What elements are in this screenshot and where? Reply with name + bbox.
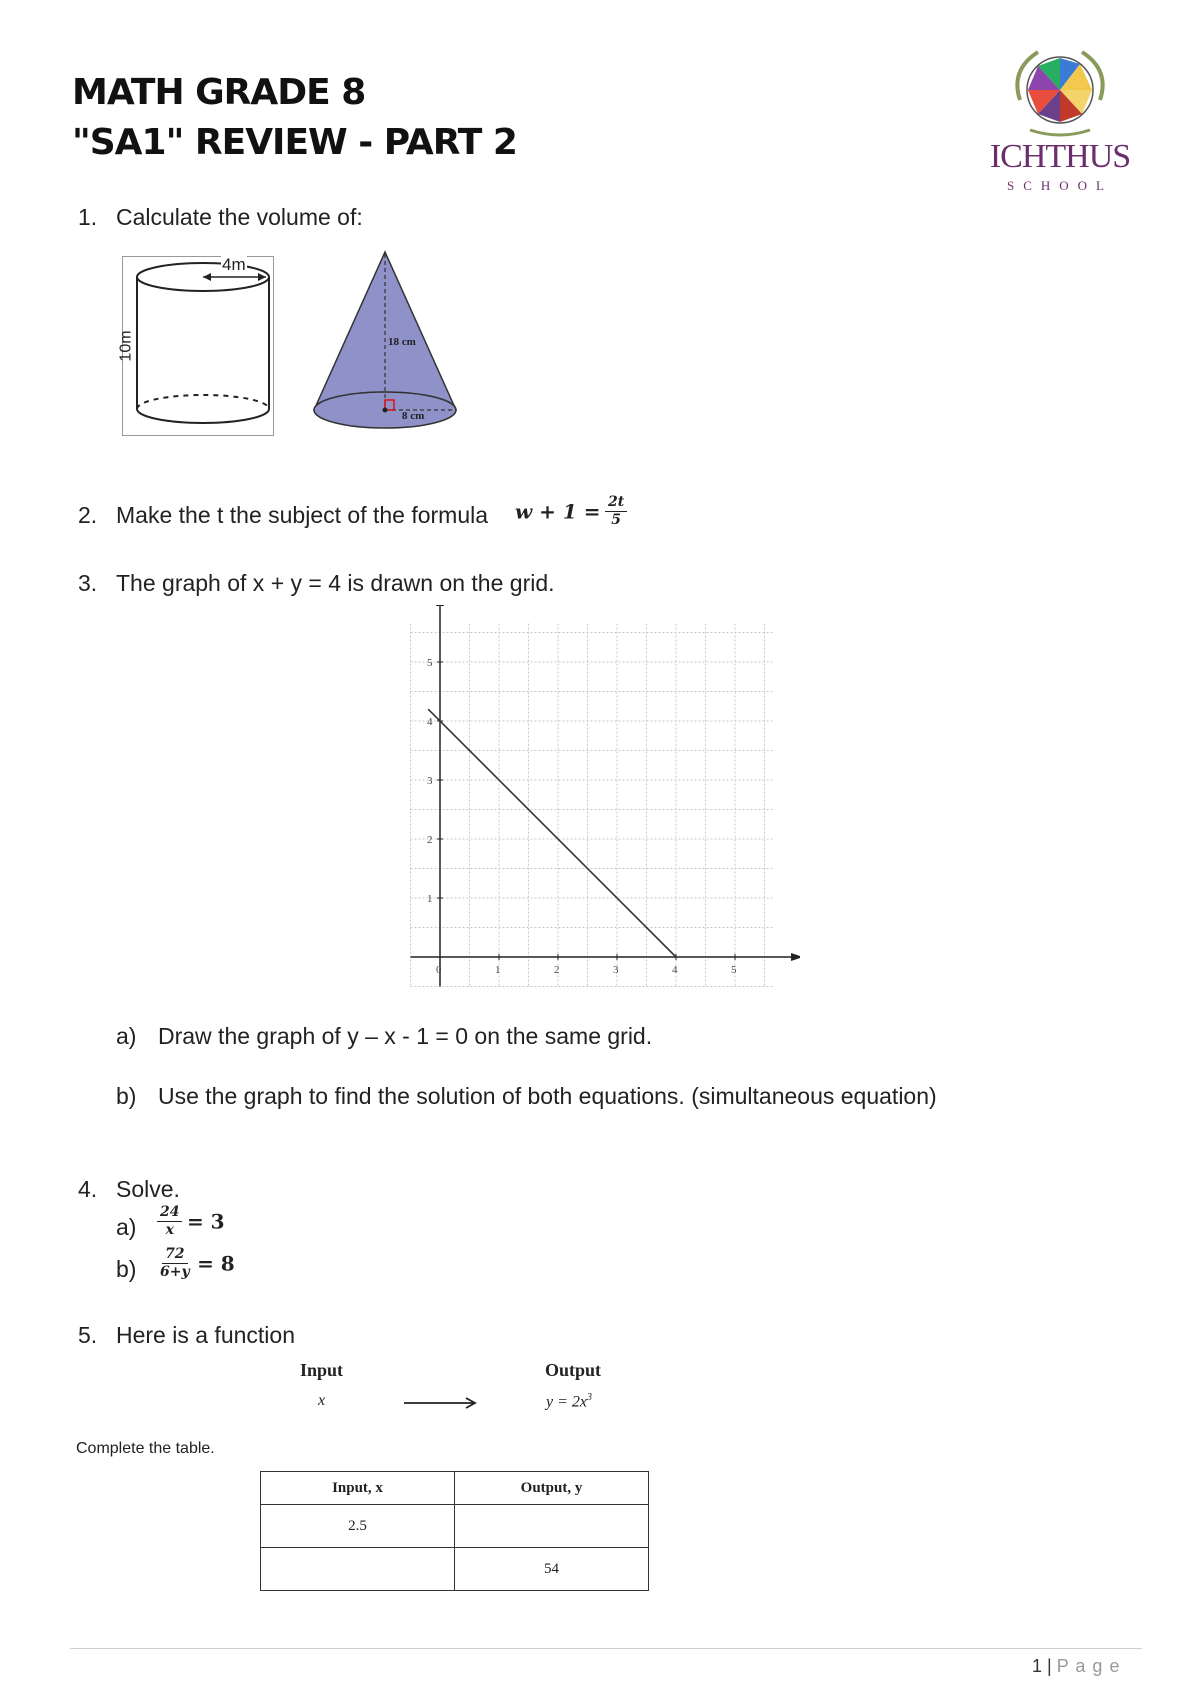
- footer-separator: |: [1047, 1656, 1052, 1676]
- q1-text: Calculate the volume of:: [116, 204, 363, 230]
- q4a-fraction: [157, 1204, 182, 1239]
- q4b-equation: [157, 1246, 235, 1281]
- y-tick-label: 2: [427, 834, 433, 846]
- cone-radius-label: 8 cm: [402, 410, 425, 422]
- cylinder-radius-label: 4m: [222, 255, 246, 274]
- q2-text: Make the t the subject of the formula: [116, 502, 489, 528]
- q2-fraction: [605, 494, 627, 529]
- page-footer: [1032, 1656, 1120, 1677]
- q4a-equation: [157, 1204, 225, 1239]
- school-logo: [980, 30, 1140, 193]
- table-cell-output: [455, 1505, 649, 1548]
- x-axis-arrow-icon: [791, 953, 800, 961]
- function-table-wrapper: [260, 1471, 649, 1591]
- x-tick-label: 0: [436, 964, 442, 976]
- page-subtitle: "SA1" REVIEW - PART 2: [72, 122, 517, 163]
- q5-number: 5.: [78, 1322, 98, 1348]
- cone-height-label: 18 cm: [388, 336, 416, 348]
- q4b-rhs: = 8: [197, 1251, 235, 1276]
- cylinder-height-label: 10m: [117, 330, 135, 362]
- q2-formula-lhs: w + 1 =: [515, 499, 601, 524]
- y-tick-label: 4: [427, 716, 433, 728]
- q3-number: 3.: [78, 570, 98, 596]
- table-cell-input: [261, 1548, 455, 1591]
- output-heading: Output: [545, 1360, 602, 1380]
- x-tick-label: 4: [672, 964, 678, 976]
- x-tick-label: 5: [731, 964, 737, 976]
- cone-diagram: [310, 250, 460, 430]
- table-header-row: [261, 1472, 649, 1505]
- q4b-numerator: 72: [162, 1246, 187, 1264]
- y-tick-label: 5: [427, 657, 433, 669]
- q2-denominator: 5: [611, 512, 621, 528]
- q3b-text: Use the graph to find the solution of both equations. (simultaneous equation): [158, 1083, 937, 1109]
- q5-text: Here is a function: [116, 1322, 295, 1348]
- logo-subtitle: SCHOOL: [1006, 178, 1113, 193]
- linear-graph: [400, 605, 800, 995]
- q4a-rhs: = 3: [186, 1209, 225, 1234]
- q2-number: 2.: [78, 502, 98, 528]
- footer-divider: [70, 1648, 1142, 1649]
- table-row: [261, 1548, 649, 1591]
- x-tick-label: 1: [495, 964, 501, 976]
- cylinder-figure: [117, 255, 274, 436]
- q3-text: The graph of x + y = 4 is drawn on the grid.: [116, 570, 555, 596]
- x-tick-label: 3: [613, 964, 619, 976]
- table-header-output: Output, y: [455, 1472, 649, 1505]
- q4b-denominator: 6+y: [160, 1264, 190, 1280]
- q4-text: Solve.: [116, 1176, 180, 1202]
- output-expression-exponent: 3: [587, 1392, 592, 1403]
- q4a-denominator: x: [165, 1222, 174, 1238]
- coordinate-grid: [400, 605, 800, 995]
- output-expression: [546, 1392, 592, 1411]
- cone-figure: [310, 250, 460, 430]
- q4a-label: a): [116, 1214, 137, 1240]
- y-axis-arrow-icon: [436, 605, 444, 606]
- cylinder-diagram: [123, 257, 273, 435]
- q4b-fraction: [157, 1246, 193, 1281]
- input-variable: x: [318, 1392, 326, 1409]
- q2-formula: [515, 494, 627, 529]
- table-cell-output: 54: [455, 1548, 649, 1591]
- page-title: MATH GRADE 8: [72, 72, 366, 113]
- q4a-numerator: 24: [157, 1204, 182, 1222]
- page-label: P a g e: [1056, 1656, 1121, 1676]
- table-instruction: Complete the table.: [76, 1440, 215, 1457]
- series-line: [428, 709, 676, 957]
- arrow-right-icon: [404, 1396, 478, 1415]
- q4-number: 4.: [78, 1176, 98, 1202]
- input-heading: Input: [300, 1360, 344, 1380]
- y-tick-label: 1: [427, 893, 433, 905]
- function-table: [260, 1471, 649, 1591]
- table-row: [261, 1505, 649, 1548]
- q1-number: 1.: [78, 204, 98, 230]
- logo-wordmark: ICHTHUS: [989, 138, 1131, 175]
- x-tick-label: 2: [554, 964, 560, 976]
- q2-numerator: 2t: [605, 494, 627, 512]
- y-tick-label: 3: [427, 775, 433, 787]
- q3a-text: Draw the graph of y – x - 1 = 0 on the same grid.: [158, 1023, 653, 1049]
- q3b-label: b): [116, 1083, 137, 1109]
- q3a-label: a): [116, 1023, 137, 1049]
- table-header-input: Input, x: [261, 1472, 455, 1505]
- page-number: 1: [1032, 1656, 1043, 1676]
- q4b-label: b): [116, 1256, 137, 1282]
- output-expression-base: y = 2x: [546, 1393, 587, 1411]
- table-cell-input: 2.5: [261, 1505, 455, 1548]
